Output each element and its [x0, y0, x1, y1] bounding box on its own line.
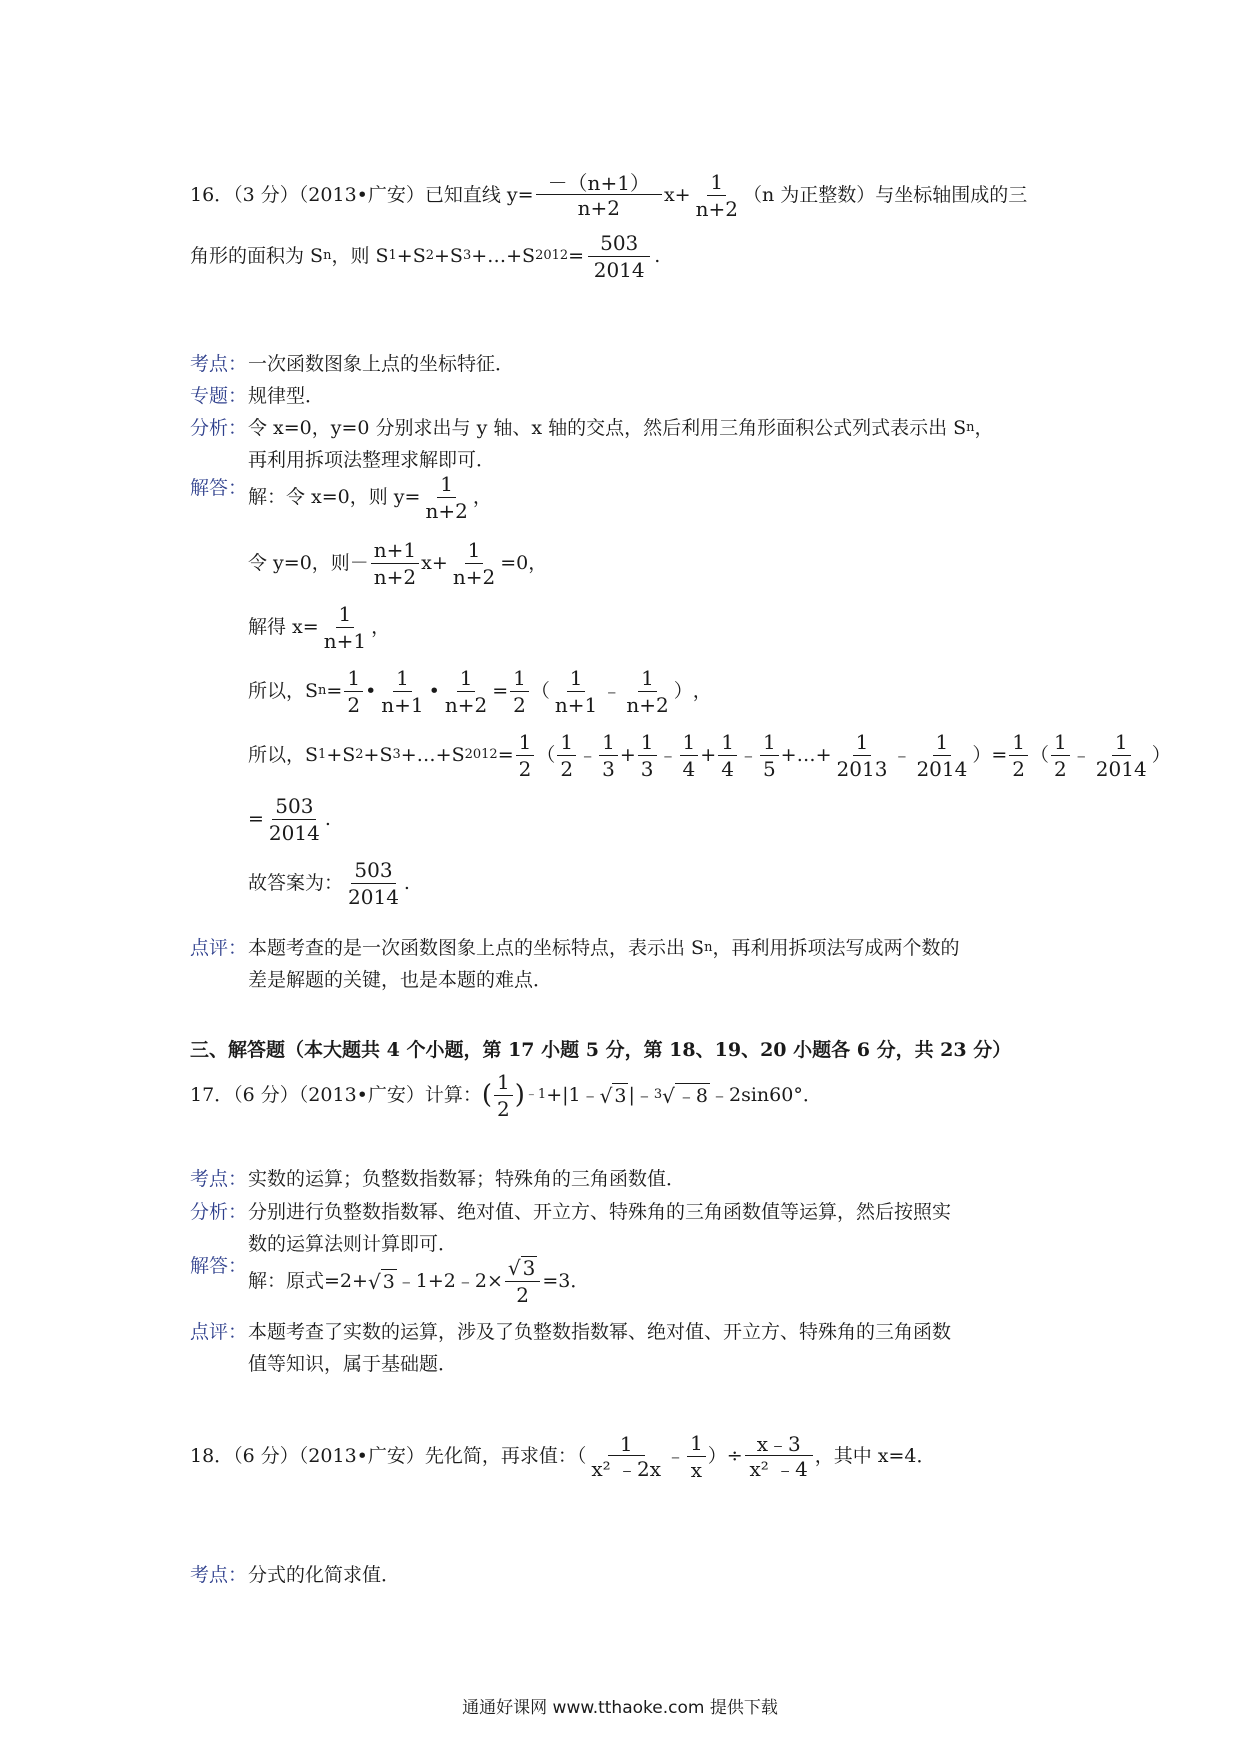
q18-kaodian: 考点： 分式的化简求值． [190, 1564, 401, 1586]
q16-answer-fraction: $\frac{503}{2014}$ [588, 232, 650, 281]
footer-source: 通通好课网 www.tthaoke.com 提供下载 [462, 1698, 778, 1718]
q16-zhuanti: 专题： 规律型． [190, 385, 325, 407]
q17-dianping: 点评： 本题考查了实数的运算，涉及了负整数指数幂、绝对值、开立方、特殊角的三角函数 值等知识，属于基础题． [190, 1321, 952, 1375]
q17-fenxi: 分析： 分别进行负整数指数幂、绝对值、开立方、特殊角的三角函数值等运算，然后按照实 数的运算法则计算即可． [190, 1201, 952, 1255]
q16-jieda: 解答： 解：令 x=0，则 y= $\frac{1}{n+2}$ ， 令 y=0，则－ $\frac{n+1}{n+2}$ x+ $\frac{1}{n+2}$ =0， 解得 x= $\frac{1}{n+1}$ ， 所以，S n = $\frac{1}{2}$ • $\frac{1}{n+1}$ • $\frac{1}{n+2}$ = $\frac{1}{2}$ （ $\frac{1}{n+1}$ ﹣ $\frac{1}{n+2}$ ） ， 所以，S 1 +S 2 +S 3 +…+S 2012 = $\frac{1}{2}$ （ $\frac{1}{2}$ ﹣ $\frac{1}{3}$ + $\frac{1}{3}$ ﹣ $\frac{1}{4}$ + $\frac{1}{4}$ ﹣ $\frac{1}{5}$ +…+ $\frac{1}{2013}$ ﹣ $\frac{1}{2014}$ ） = $\frac{1}{2}$ （ $\frac{1}{2}$ ﹣ $\frac{1}{2014}$ ） = $\frac{503}{2014}$ . 故答案为： $\frac{503}{2014}$ . [190, 471, 1171, 909]
q16-dianping: 点评： 本题考查的是一次函数图象上点的坐标特点，表示出 S n ，再利用拆项法写成两个数的 差是解题的关键，也是本题的难点． [190, 937, 960, 991]
q17-kaodian: 考点： 实数的运算；负整数指数幂；特殊角的三角函数值． [190, 1168, 686, 1190]
q16-intro: 16．（3 分）（2013•广安）已知直线 y= [190, 184, 534, 206]
q17-jieda: 解答： 解：原式=2+ √ 3 ﹣1+2﹣2× √ 3 2 =3． [190, 1255, 590, 1307]
q16-kaodian: 考点： 一次函数图象上点的坐标特征． [190, 353, 515, 375]
q16-fenxi: 分析： 令 x=0，y=0 分别求出与 y 轴、x 轴的交点，然后利用三角形面积公式列式表示出 S n ， 再利用拆项法整理求解即可． [190, 417, 994, 471]
q16-fraction-1: $\frac{-(n+1)}{n+2}$ [536, 172, 662, 219]
section-3-heading: 三、解答题（本大题共 4 个小题，第 17 小题 5 分，第 18、19、20 小题各 6 分，共 23 分） [190, 1039, 1012, 1061]
q17-statement: 17．（6 分）（2013•广安）计算： ( $\frac{1}{2}$ ) ﹣1 +|1﹣ √ 3 |﹣ 3 √ ﹣8 ﹣2sin60°． [190, 1069, 822, 1121]
cube-root: √ ﹣8 [662, 1083, 708, 1108]
q18-statement: 18．（6 分）（2013•广安）先化简，再求值：（ $\frac{1}{\text{x² ﹣2x}}$ ﹣ $\frac{1}{x}$ ）÷ $\frac{x﹣3}{\text{x² ﹣4}}$ ，其中 x=4． [190, 1430, 936, 1482]
sqrt-3: √ 3 [599, 1083, 627, 1108]
q16-fraction-2: $\frac{1}{n+2}$ [695, 169, 738, 221]
q16-statement: 16．（3 分）（2013•广安）已知直线 y= $\frac{-(n+1)}{n+2}$ x+ $\frac{1}{n+2}$ （n 为正整数）与坐标轴围成的三 角形的面积为 S n ，则 S 1 +S 2 +S 3 +…+S 2012 = $\frac{503}{2014}$ . [190, 169, 1028, 282]
